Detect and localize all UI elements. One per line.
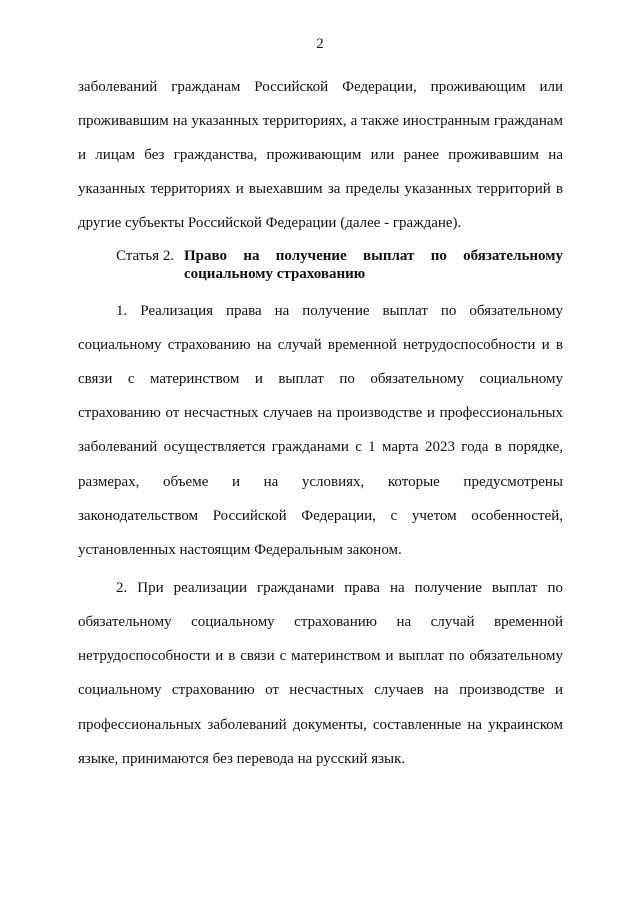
article-title-line-2: социальному страхованию: [184, 266, 366, 282]
article-title-line-1: Право на получение выплат по обязательному: [184, 248, 563, 264]
para2-line-6: языке, принимаются без перевода на русский язык.: [78, 751, 406, 767]
para1-line-8: установленных настоящим Федеральным законом.: [78, 542, 402, 558]
intro-line-3: и лицам без гражданства, проживающим или ранее проживавшим на: [78, 147, 563, 163]
para2-line-3: нетрудоспособности и в связи с материнством и выплат по обязательному: [78, 648, 563, 664]
para1-line-3: связи с материнством и выплат по обязательному социальному: [78, 371, 563, 387]
para1-line-4: страхованию от несчастных случаев на производстве и профессиональных: [78, 405, 563, 421]
intro-line-4: указанных территориях и выехавшим за пределы указанных территорий в: [78, 181, 563, 197]
para2-line-5: профессиональных заболеваний документы, составленные на украинском: [78, 717, 563, 733]
article-label: Статья 2.: [116, 248, 175, 264]
intro-line-5: другие субъекты Российской Федерации (далее - граждане).: [78, 215, 462, 231]
intro-line-2: проживавшим на указанных территориях, а также иностранным гражданам: [78, 113, 563, 129]
para2-line-4: социальному страхованию от несчастных случаев на производстве и: [78, 682, 563, 698]
para1-line-6: размерах, объеме и на условиях, которые предусмотрены: [78, 474, 563, 490]
intro-line-1: заболеваний гражданам Российской Федерации, проживающим или: [78, 79, 563, 95]
para1-line-5: заболеваний осуществляется гражданами с 1 марта 2023 года в порядке,: [78, 439, 563, 455]
page-number: 2: [316, 36, 324, 52]
para2-line-2: обязательному социальному страхованию на случай временной: [78, 614, 563, 630]
para1-line-7: законодательством Российской Федерации, с учетом особенностей,: [78, 508, 563, 524]
para1-line-1: 1. Реализация права на получение выплат по обязательному: [116, 303, 563, 319]
para2-line-1: 2. При реализации гражданами права на получение выплат по: [116, 580, 563, 596]
para1-line-2: социальному страхованию на случай временной нетрудоспособности и в: [78, 337, 563, 353]
